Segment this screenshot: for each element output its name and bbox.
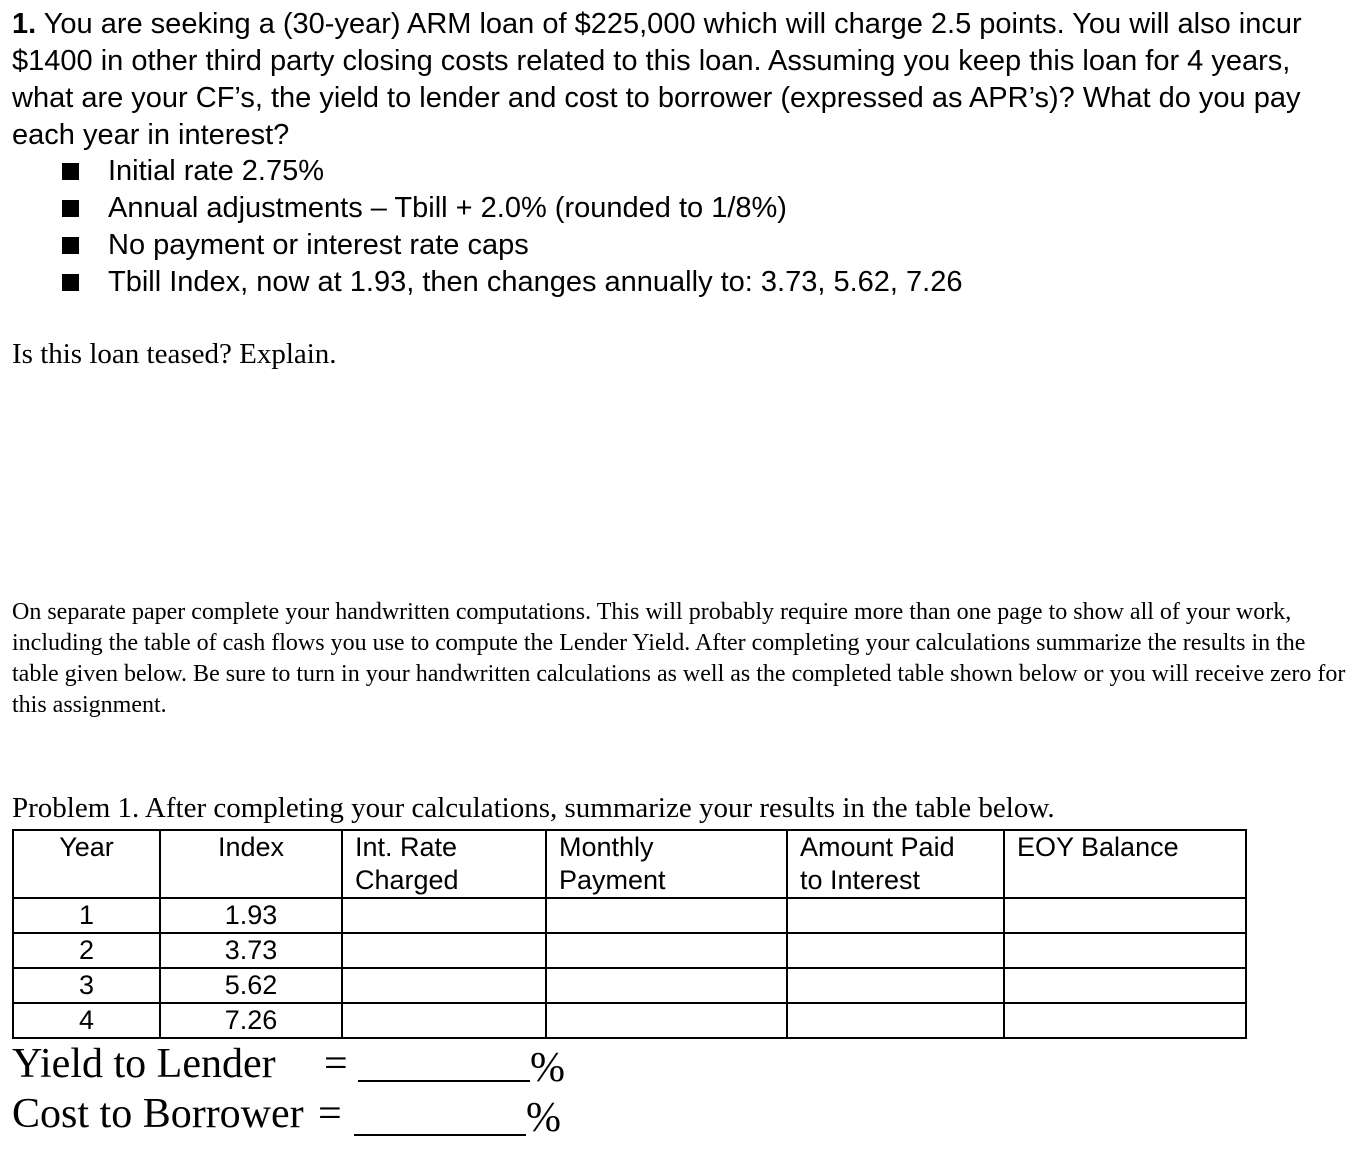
header-interest <box>787 830 1004 898</box>
table-row <box>13 1003 1246 1038</box>
cell-balance[interactable] <box>1004 1003 1246 1038</box>
summary-table <box>12 829 1247 1039</box>
cell-rate[interactable] <box>342 898 546 933</box>
cost-equals: = <box>318 1091 342 1137</box>
cost-to-borrower-row <box>12 1090 561 1141</box>
yield-answer-blank[interactable] <box>358 1040 530 1082</box>
header-rate <box>342 830 546 898</box>
yield-to-lender-row <box>12 1040 565 1091</box>
cell-year: 1 <box>13 898 160 933</box>
assumption-item <box>60 227 962 264</box>
cost-answer-blank[interactable] <box>354 1094 526 1136</box>
yield-equals: = <box>324 1041 348 1087</box>
header-payment-line1: Monthly <box>559 832 654 862</box>
cost-label: Cost to Borrower <box>12 1091 304 1137</box>
header-interest-line2: to Interest <box>800 865 921 895</box>
header-payment-line2: Payment <box>559 865 666 895</box>
header-interest-line1: Amount Paid <box>800 832 955 862</box>
question-text <box>12 6 1342 154</box>
table-row <box>13 898 1246 933</box>
assumption-text: Initial rate 2.75% <box>108 155 325 187</box>
cell-year: 2 <box>13 933 160 968</box>
header-index: Index <box>160 830 342 898</box>
cell-payment[interactable] <box>546 933 787 968</box>
cell-payment[interactable] <box>546 898 787 933</box>
cell-payment[interactable] <box>546 968 787 1003</box>
table-row <box>13 968 1246 1003</box>
cell-rate[interactable] <box>342 933 546 968</box>
assumption-item <box>60 153 962 190</box>
square-bullet-icon <box>62 163 79 180</box>
cost-percent: % <box>526 1095 561 1141</box>
teased-question: Is this loan teased? Explain. <box>12 338 337 370</box>
cell-interest[interactable] <box>787 1003 1004 1038</box>
table-caption: Problem 1. After completing your calculations, summarize your results in the table below. <box>12 792 1055 824</box>
assumptions-list <box>60 153 962 301</box>
header-rate-line2: Charged <box>355 865 459 895</box>
cell-balance[interactable] <box>1004 933 1246 968</box>
yield-percent: % <box>530 1045 565 1091</box>
header-year: Year <box>13 830 160 898</box>
table-header-row <box>13 830 1246 898</box>
assumption-item <box>60 190 962 227</box>
square-bullet-icon <box>62 237 79 254</box>
cell-index: 7.26 <box>160 1003 342 1038</box>
question-number: 1. <box>12 8 37 40</box>
cell-interest[interactable] <box>787 968 1004 1003</box>
cell-payment[interactable] <box>546 1003 787 1038</box>
cell-index: 1.93 <box>160 898 342 933</box>
cell-year: 3 <box>13 968 160 1003</box>
cell-rate[interactable] <box>342 1003 546 1038</box>
assumption-text: Annual adjustments – Tbill + 2.0% (rounded to 1/8%) <box>108 192 787 224</box>
assumption-item <box>60 264 962 301</box>
question-body: You are seeking a (30-year) ARM loan of $225,000 which will charge 2.5 points. You will also incur $1400 in other third party closing costs related to this loan. Assuming you keep this loan for 4 years, what are your CF’s, the yield to lender and cost to borrower (expressed as APR’s)? What do you pay each year in interest? <box>12 8 1302 151</box>
cell-balance[interactable] <box>1004 968 1246 1003</box>
header-payment <box>546 830 787 898</box>
cell-rate[interactable] <box>342 968 546 1003</box>
cell-year: 4 <box>13 1003 160 1038</box>
table-row <box>13 933 1246 968</box>
square-bullet-icon <box>62 200 79 217</box>
yield-label: Yield to Lender <box>12 1041 276 1087</box>
cell-balance[interactable] <box>1004 898 1246 933</box>
cell-index: 3.73 <box>160 933 342 968</box>
assumption-text: No payment or interest rate caps <box>108 229 529 261</box>
header-balance: EOY Balance <box>1004 830 1246 898</box>
assumption-text: Tbill Index, now at 1.93, then changes annually to: 3.73, 5.62, 7.26 <box>108 266 963 298</box>
header-rate-line1: Int. Rate <box>355 832 458 862</box>
square-bullet-icon <box>62 274 79 291</box>
cell-interest[interactable] <box>787 933 1004 968</box>
cell-index: 5.62 <box>160 968 342 1003</box>
cell-interest[interactable] <box>787 898 1004 933</box>
instructions-paragraph: On separate paper complete your handwritten computations. This will probably require more than one page to show all of your work, including the table of cash flows you use to compute the Lender Yield. After completing your calculations summarize the results in the table given below. Be sure to turn in your handwritten calculations as well as the completed table shown below or you will receive zero for this assignment. <box>12 599 1346 718</box>
